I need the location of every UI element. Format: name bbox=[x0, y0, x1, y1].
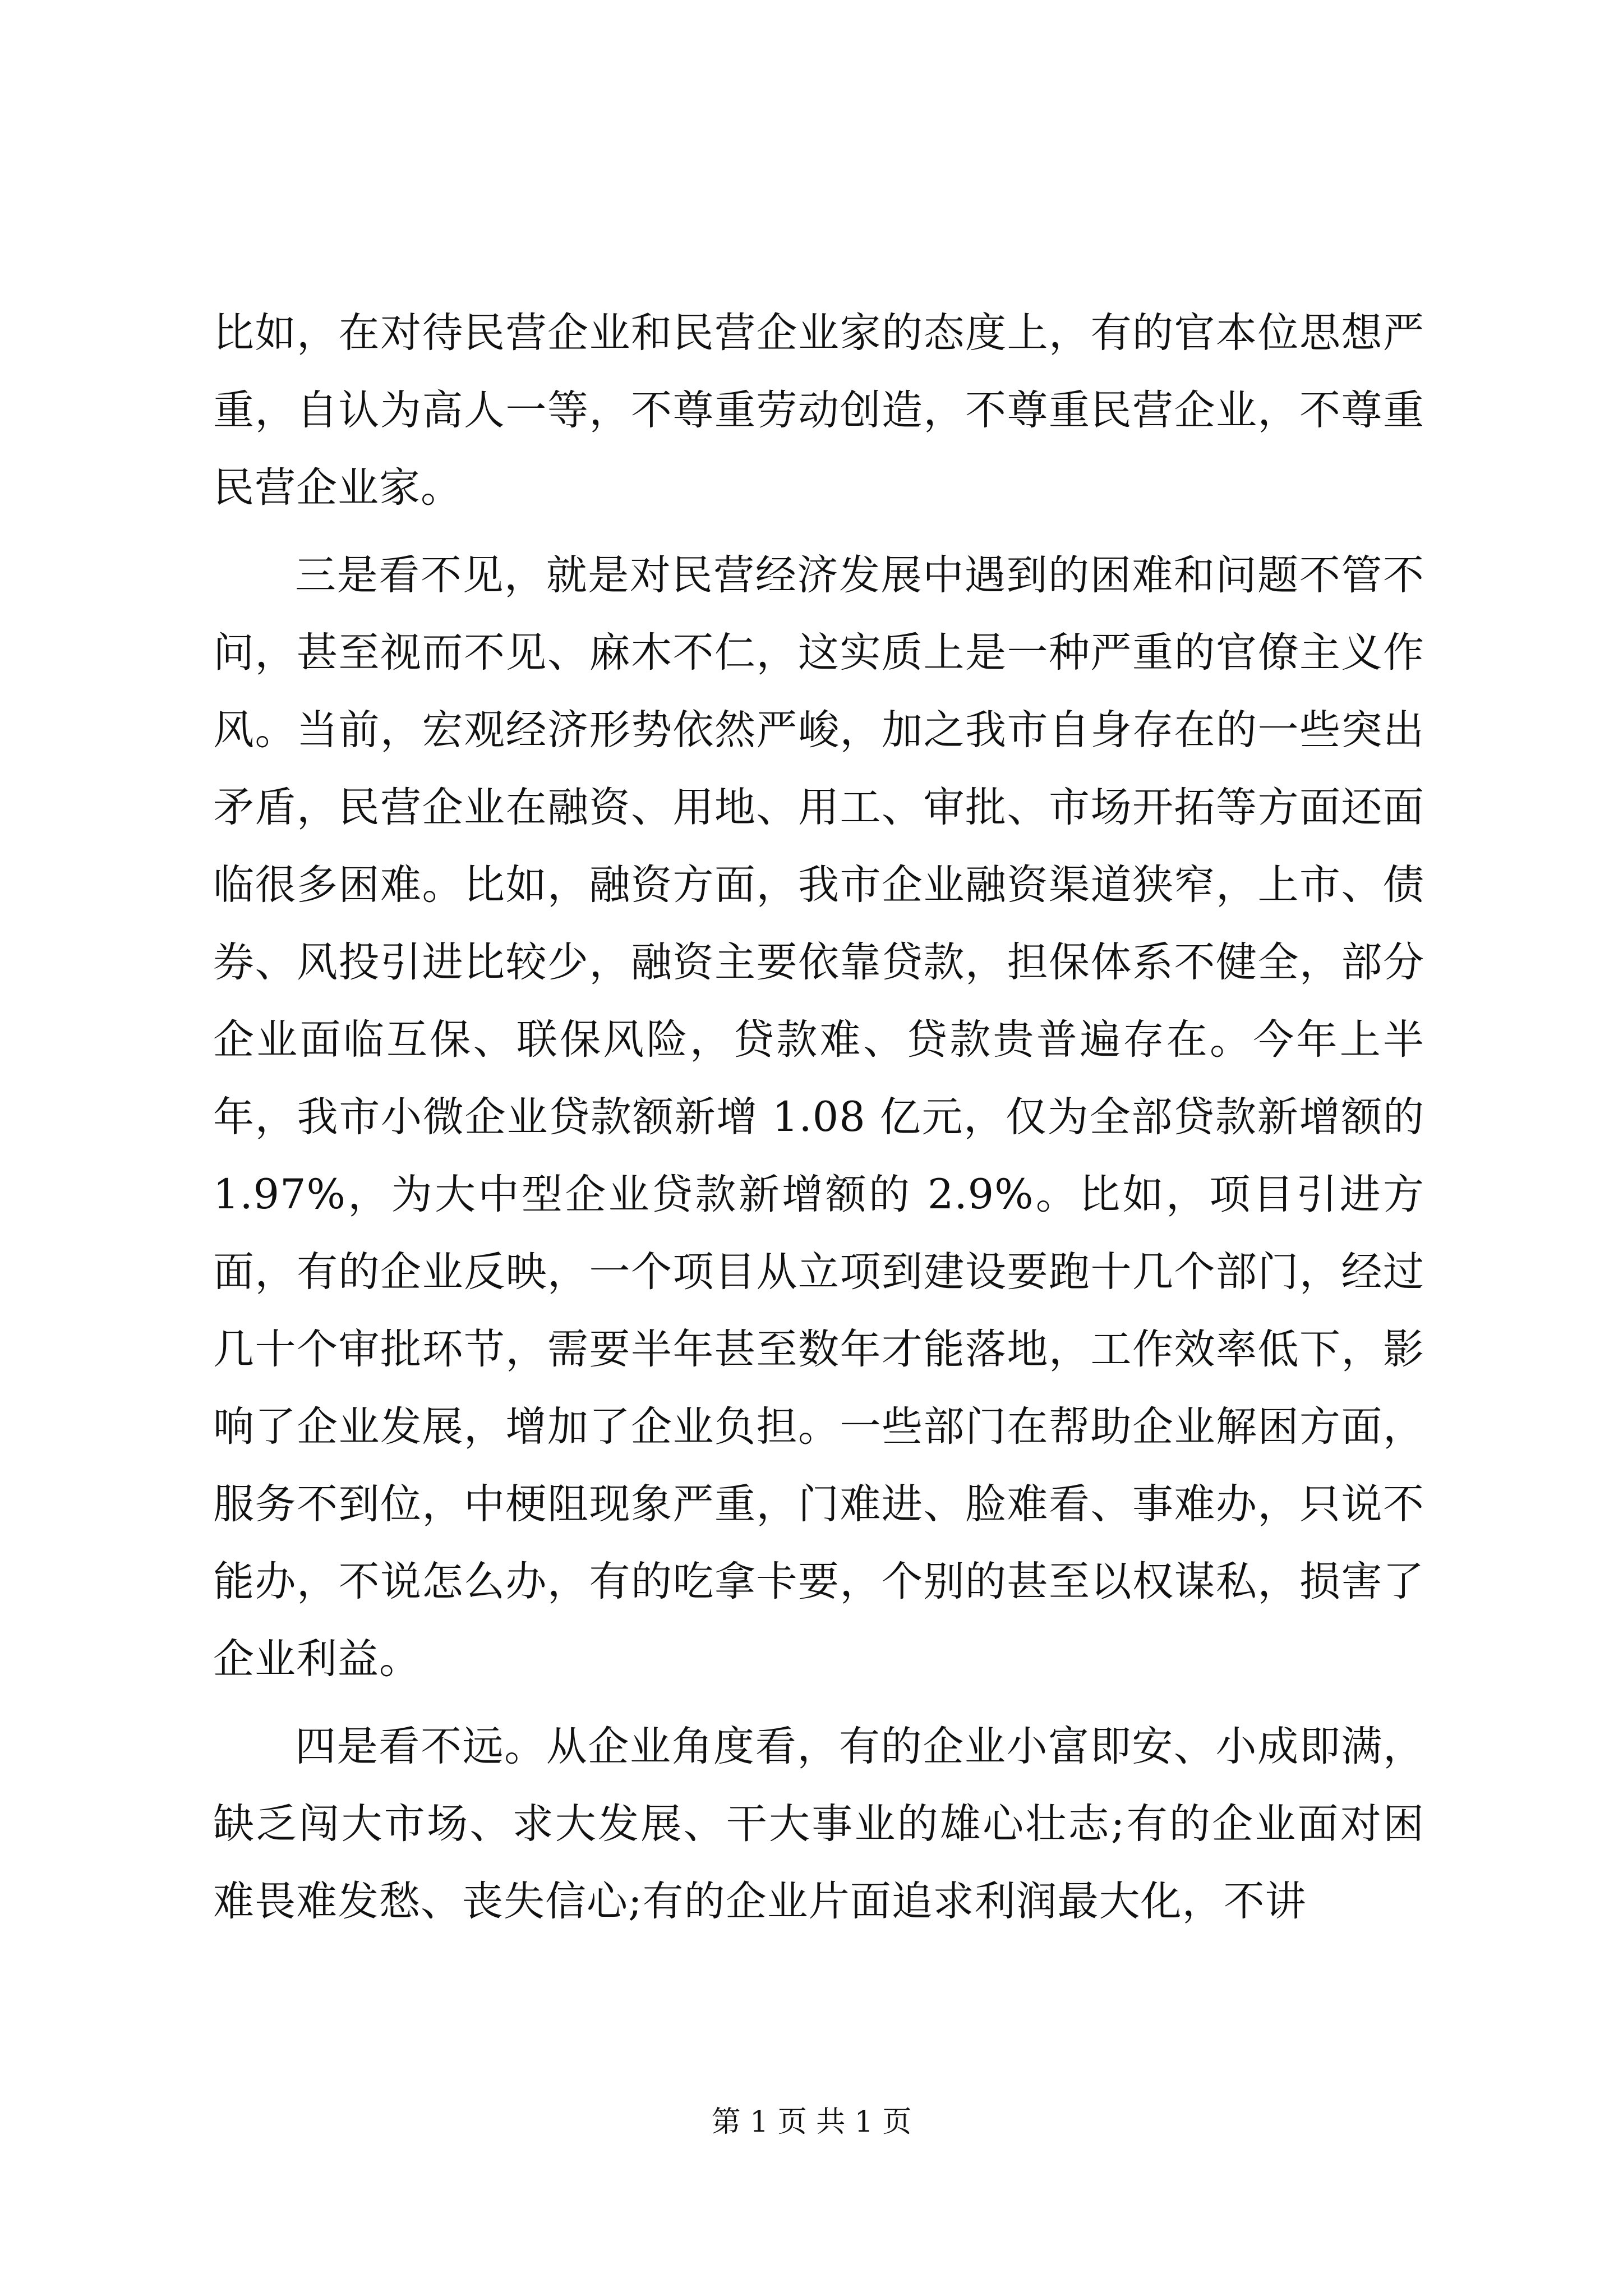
paragraph-3: 四是看不远。从企业角度看，有的企业小富即安、小成即满，缺乏闯大市场、求大发展、干大事业的雄心壮志;有的企业面对困难畏难发愁、丧失信心;有的企业片面追求利润最大化，不讲 bbox=[213, 1723, 1424, 1925]
body-text bbox=[213, 295, 1424, 1950]
paragraph-2: 三是看不见，就是对民营经济发展中遇到的困难和问题不管不问，甚至视而不见、麻木不仁，这实质上是一种严重的官僚主义作风。当前，宏观经济形势依然严峻，加之我市自身存在的一些突出矛盾，民营企业在融资、用地、用工、审批、市场开拓等方面还面临很多困难。比如，融资方面，我市企业融资渠道狭窄，上市、债券、风投引进比较少，融资主要依靠贷款，担保体系不健全，部分企业面临互保、联保风险，贷款难、贷款贵普遍存在。今年上半年，我市小微企业贷款额新增 1.08 亿元，仅为全部贷款新增额的 1.97%，为大中型企业贷款新增额的 2.9%。比如，项目引进方面，有的企业反映，一个项目从立项到建设要跑十几个部门，经过几十个审批环节，需要半年甚至数年才能落地，工作效率低下，影响了企业发展，增加了企业负担。一些部门在帮助企业解困方面，服务不到位，中梗阻现象严重，门难进、脸难看、事难办，只说不能办，不说怎么办，有的吃拿卡要，个别的甚至以权谋私，损害了企业利益。 bbox=[213, 551, 1424, 1683]
page-footer: 第 1 页 共 1 页 bbox=[711, 2105, 912, 2139]
paragraph-1: 比如，在对待民营企业和民营企业家的态度上，有的官本位思想严重，自认为高人一等，不尊重劳动创造，不尊重民营企业，不尊重民营企业家。 bbox=[213, 309, 1424, 512]
